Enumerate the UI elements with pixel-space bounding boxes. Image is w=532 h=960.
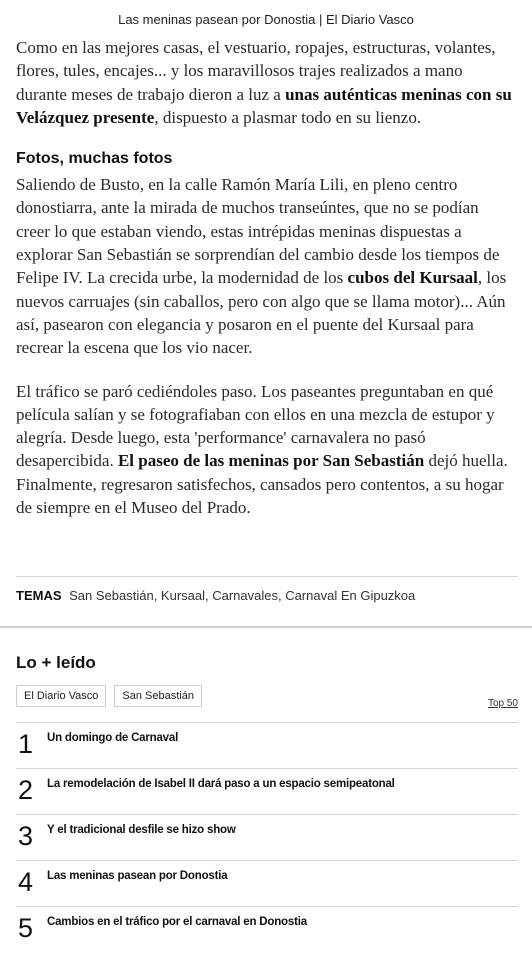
article-body [16, 36, 516, 519]
rank-number: 4 [18, 867, 34, 897]
divider [16, 576, 518, 577]
list-item-title[interactable]: Y el tradicional desfile se hizo show [47, 824, 236, 836]
tab-el-diario-vasco[interactable]: El Diario Vasco [16, 685, 106, 707]
list-item[interactable] [16, 860, 518, 906]
list-item[interactable] [16, 768, 518, 814]
list-item[interactable] [16, 814, 518, 860]
most-read-list [16, 722, 518, 952]
tab-san-sebastian[interactable]: San Sebastián [114, 685, 202, 707]
rank-number: 3 [18, 821, 34, 851]
article-paragraph: Como en las mejores casas, el vestuario, ropajes, estructuras, volantes, flores, tules, encajes... y los maravillosos trajes realizados a mano durante meses de trabajo dieron a luz a unas auténticas meninas con su Velázquez presente, dispuesto a plasmar todo en su lienzo. [16, 38, 512, 127]
article-paragraph: El tráfico se paró cediéndoles paso. Los paseantes preguntaban en qué película salían y se fotografiaban con ellos en una mezcla de estupor y alegría. Desde luego, esta 'performance' carnavalera no pasó desapercibida. El paseo de las meninas por San Sebastián dejó huella. Finalmente, regresaron satisfechos, cansados pero contentos, a su hogar de siempre en el Museo del Prado. [16, 381, 508, 518]
list-item-title[interactable]: La remodelación de Isabel II dará paso a un espacio semipeatonal [47, 778, 395, 790]
bold-highlight: El paseo de las meninas por San Sebastián [117, 451, 425, 471]
list-item[interactable] [16, 906, 518, 952]
section-subheading: Fotos, muchas fotos [16, 150, 173, 168]
top-50-link[interactable]: Top 50 [487, 698, 518, 709]
bold-highlight: cubos del Kursaal [347, 268, 478, 288]
list-item-title[interactable]: Cambios en el tráfico por el carnaval en Donostia [47, 916, 307, 928]
most-read-tabs [16, 685, 202, 707]
section-divider [0, 626, 532, 628]
most-read-heading: Lo + leído [16, 653, 96, 672]
list-item[interactable] [16, 722, 518, 768]
list-item-title[interactable]: Las meninas pasean por Donostia [47, 870, 228, 882]
topics-label: TEMAS [16, 588, 62, 603]
rank-number: 1 [18, 729, 34, 759]
page-title: Las meninas pasean por Donostia | El Diario Vasco [118, 12, 414, 27]
list-item-title[interactable]: Un domingo de Carnaval [47, 732, 179, 744]
article-paragraph: Saliendo de Busto, en la calle Ramón María Lili, en pleno centro donostiarra, ante la mirada de muchos transeúntes, que no se podían creer lo que estaban viendo, estas intrépidas meninas dispuestas a explorar San Sebastián se sorprendían del cambio desde los tiempos de Felipe IV. La crecida urbe, la modernidad de los cubos del Kursaal, los nuevos carruajes (sin caballos, pero con algo que se llama motor)... Aún así, pasearon con elegancia y posaron en el puente del Kursaal para recrear la escena que los vio nacer. [16, 175, 507, 358]
rank-number: 5 [18, 913, 34, 943]
bold-highlight: unas auténticas meninas con su Velázquez presente [16, 84, 512, 127]
rank-number: 2 [18, 775, 34, 805]
topics-bar [16, 588, 415, 603]
topics-links[interactable]: San Sebastián, Kursaal, Carnavales, Carnaval En Gipuzkoa [69, 588, 416, 603]
